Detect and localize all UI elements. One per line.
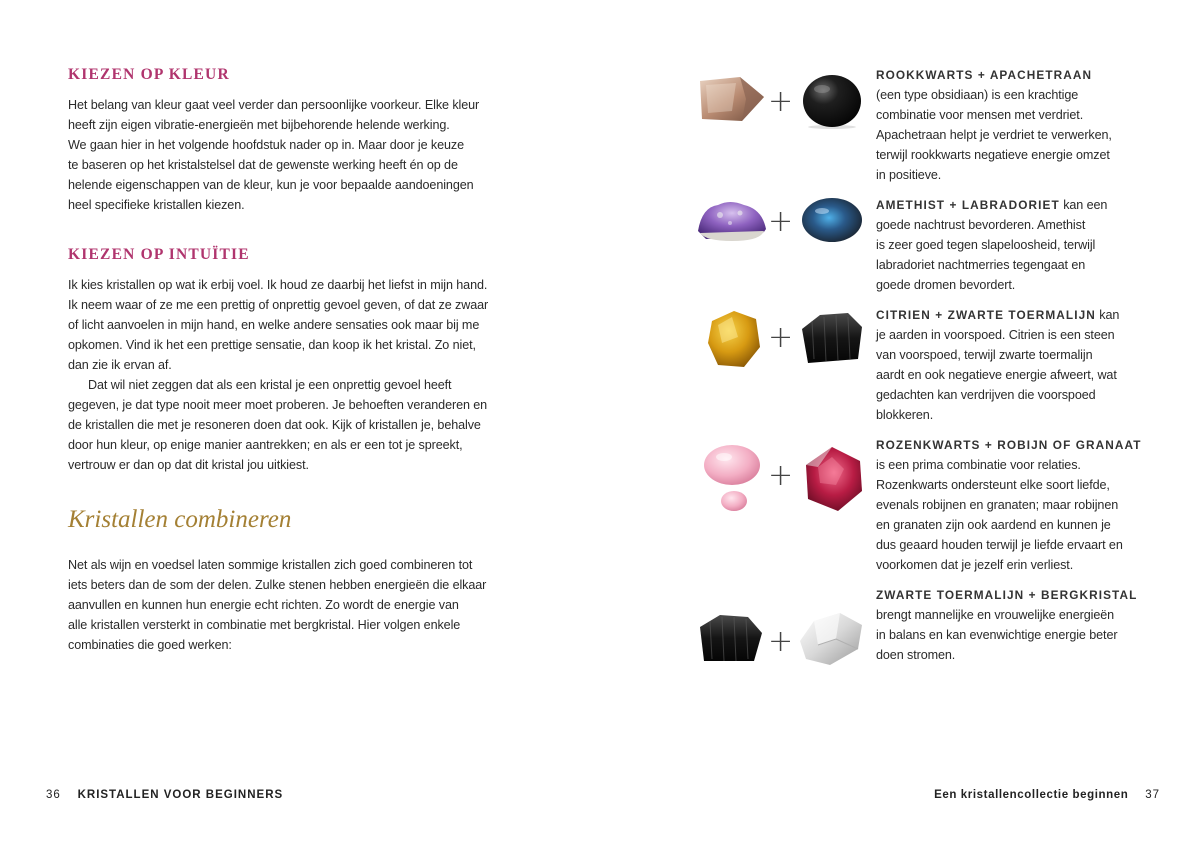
plus-sign: + [768,458,794,493]
text-line: aanvullen en kunnen hun energie echt richten. Zo wordt de energie van [68,598,459,612]
desc-line: aardt en ook negatieve energie afweert, wat [876,368,1117,382]
paragraph-kiezen-op-intuitie [68,275,508,475]
desc-first-line [876,65,1166,85]
desc-line: doen stromen. [876,648,956,662]
text-line: iets beters dan de som der delen. Zulke stenen hebben energieën die elkaar [68,578,487,592]
heading-kristallen-combineren: Kristallen combineren [68,506,292,533]
plus-sign: + [768,84,794,119]
desc-line: goede dromen bevordert. [876,278,1016,292]
text-line: heeft zijn eigen vibratie-energieën met bijbehorende helende werking. [68,118,450,132]
plus-sign: + [768,320,794,355]
page-number-left: 36 [46,789,61,801]
combo-description [876,435,1166,575]
desc-line: blokkeren. [876,408,934,422]
page-number-right: 37 [1145,789,1160,801]
paragraph-kristallen-combineren [68,555,508,655]
combo-description [876,585,1166,665]
desc-first-line [876,305,1166,325]
desc-line: combinatie voor mensen met verdriet. [876,108,1084,122]
amethyst-stone [696,197,768,243]
right-page [600,0,1200,851]
stone-pair-image [696,441,866,521]
combo-title: ZWARTE TOERMALIJN + BERGKRISTAL [876,588,1138,602]
stone-pair-image [696,67,866,137]
combo-title: ROOKKWARTS + APACHETRAAN [876,68,1093,82]
desc-line: terwijl rookkwarts negatieve energie omzet [876,148,1110,162]
text-line: vertrouw er dan op dat dit kristal jou uitkiest. [68,458,309,472]
desc-line: goede nachtrust bevorderen. Amethist [876,218,1086,232]
text-line: helende eigenschappen van de kleur, kun je voor bepaalde aandoeningen [68,178,474,192]
desc-first-line [876,435,1166,455]
combo-description [876,65,1166,185]
text-line: de kristallen die met je resoneren doen dat ook. Kijk of kristallen je, behalve [68,418,481,432]
text-line: gegeven, je dat type nooit meer moet proberen. Je behoeften veranderen en [68,398,488,412]
desc-line: evenals robijnen en granaten; maar robijnen [876,498,1119,512]
desc-line: en granaten zijn ook aardend en kunnen je [876,518,1111,532]
desc-line: gedachten kan verdrijven die voorspoed [876,388,1096,402]
book-title-footer: KRISTALLEN VOOR BEGINNERS [77,789,284,801]
text-line: te baseren op het kristalstelsel dat de gewenste werking heeft én op de [68,158,458,172]
desc-line: voorkomen dat je jezelf erin verliest. [876,558,1074,572]
combo-title: CITRIEN + ZWARTE TOERMALIJN [876,308,1096,322]
desc-text: kan een [1059,198,1108,212]
desc-line: dus geaard houden terwijl je liefde ervaart en [876,538,1123,552]
desc-first-line [876,585,1166,605]
heading-kiezen-op-kleur: KIEZEN OP KLEUR [68,66,230,83]
black-tourmaline-stone [798,309,864,367]
labradorite-stone [800,195,864,245]
ruby-stone [798,443,866,515]
desc-text: kan [1095,308,1120,322]
smoky-quartz-stone [696,71,766,127]
text-line: We gaan hier in het volgende hoofdstuk nader op in. Maar door je keuze [68,138,465,152]
plus-sign: + [768,624,794,659]
text-line: opkomen. Vind ik het een prettige sensatie, dan koop ik het kristal. Zo niet, [68,338,476,352]
paragraph-kiezen-op-kleur [68,95,508,215]
desc-line: labradoriet nachtmerries tegengaat en [876,258,1086,272]
text-line: door hun kleur, op enige manier aantrekken; en als er een tot je spreekt, [68,438,463,452]
text-line: combinaties die goed werken: [68,638,232,652]
rose-quartz-stone [698,443,764,519]
desc-line: is een prima combinatie voor relaties. [876,458,1081,472]
desc-line: Apachetraan helpt je verdriet te verwerken, [876,128,1112,142]
desc-line: is zeer goed tegen slapeloosheid, terwijl [876,238,1096,252]
black-tourmaline-stone [696,611,764,667]
stone-pair-image [696,607,866,677]
heading-kiezen-op-intuitie: KIEZEN OP INTUÏTIE [68,246,250,263]
text-line: dan zie ik ervan af. [68,358,172,372]
rock-crystal-stone [796,609,866,669]
citrine-stone [704,307,764,371]
stone-pair-image [696,187,866,257]
combo-title: AMETHIST + LABRADORIET [876,198,1060,212]
combo-title: ROZENKWARTS + ROBIJN OF GRANAAT [876,438,1142,452]
combo-description [876,195,1166,295]
desc-line: Rozenkwarts ondersteunt elke soort liefde, [876,478,1110,492]
text-line: Net als wijn en voedsel laten sommige kristallen zich goed combineren tot [68,558,473,572]
text-line: Ik neem waar of ze me een prettig of onprettig gevoel geven, of dat ze zwaar [68,298,489,312]
text-line: Het belang van kleur gaat veel verder dan persoonlijke voorkeur. Elke kleur [68,98,480,112]
desc-first-line [876,195,1166,215]
text-line: alle kristallen versterkt in combinatie met bergkristal. Hier volgen enkele [68,618,461,632]
desc-line: (een type obsidiaan) is een krachtige [876,88,1079,102]
apache-tear-stone [800,69,864,129]
text-line: heel specifieke kristallen kiezen. [68,198,245,212]
combo-description [876,305,1166,425]
text-line: Dat wil niet zeggen dat als een kristal je een onprettig gevoel heeft [88,378,452,392]
desc-line: brengt mannelijke en vrouwelijke energieën [876,608,1115,622]
desc-line: in positieve. [876,168,942,182]
text-line: of licht aanvoelen in mijn hand, en welke andere sensaties ook maar bij me [68,318,480,332]
desc-line: je aarden in voorspoed. Citrien is een steen [876,328,1115,342]
desc-line: van voorspoed, terwijl zwarte toermalijn [876,348,1093,362]
footer-right [934,789,1160,801]
footer-left [46,789,283,801]
desc-line: in balans en kan evenwichtige energie beter [876,628,1118,642]
text-line: Ik kies kristallen op wat ik erbij voel. Ik houd ze daarbij het liefst in mijn hand. [68,278,488,292]
stone-pair-image [696,303,866,373]
plus-sign: + [768,204,794,239]
chapter-title-footer: Een kristallencollectie beginnen [934,789,1129,801]
